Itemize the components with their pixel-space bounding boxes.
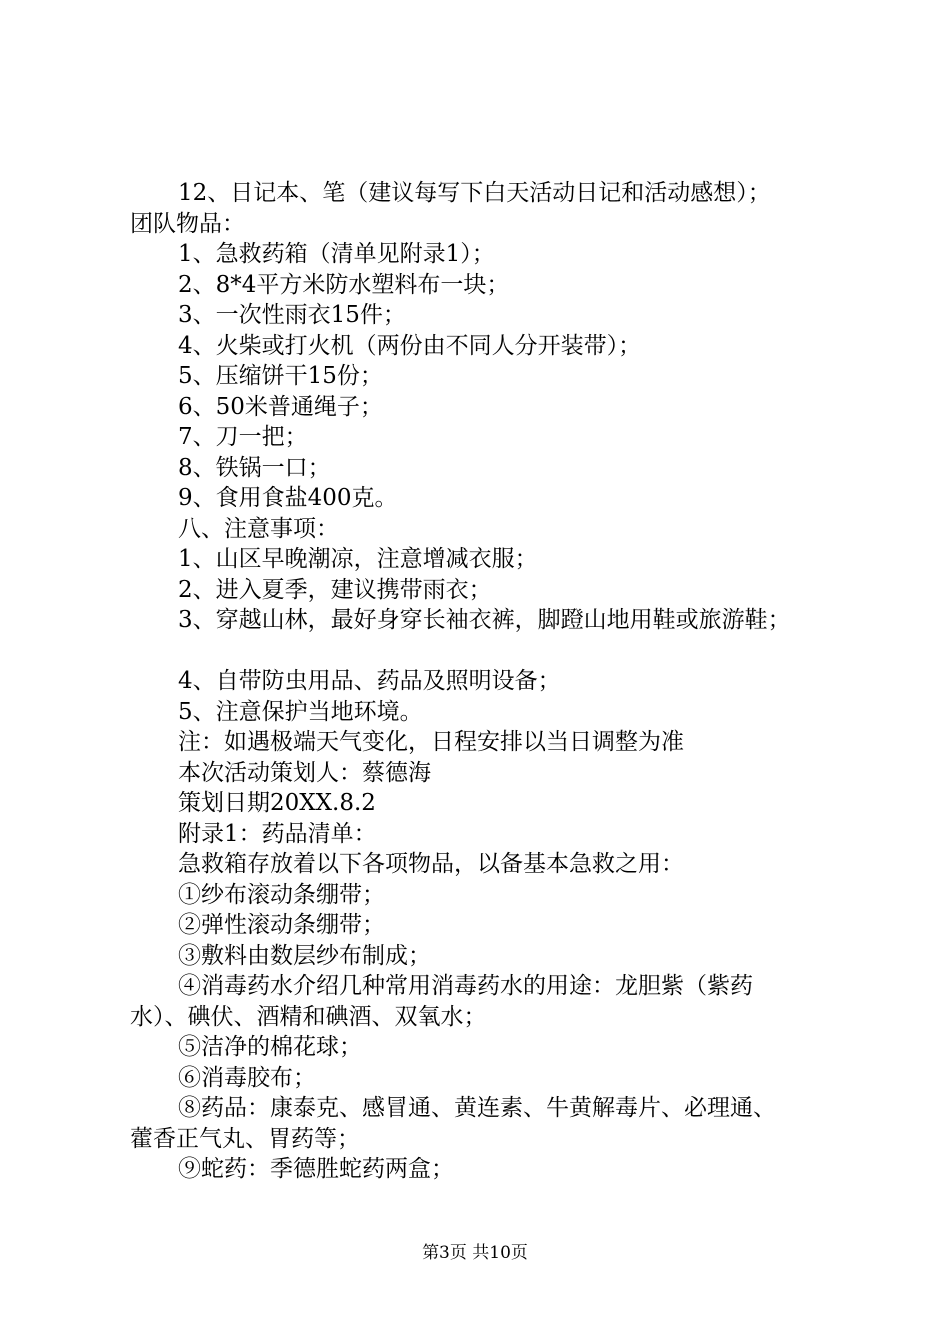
list-item-pot: 8、铁锅一口； [178,454,331,481]
note-item-footwear: 3、穿越山林，最好身穿长袖衣裤，脚蹬山地用鞋或旅游鞋； [178,607,791,633]
plan-date-line: 策划日期20XX.8.2 [178,790,376,816]
weather-note: 注：如遇极端天气变化，日程安排以当日调整为准 [178,729,684,755]
note-item-environment: 5、注意保护当地环境。 [178,698,423,725]
page-footer: 第3页 共10页 [422,1243,528,1263]
list-item-salt: 9、食用食盐400克。 [178,485,398,511]
appendix-heading: 附录1：药品清单： [178,820,377,847]
medkit-item-disinfectant: ④消毒药水介绍几种常用消毒药水的用途：龙胆紫（紫药 [178,973,753,999]
medkit-item-tape: ⑥消毒胶布； [178,1064,316,1091]
list-item-first-aid-kit: 1、急救药箱（清单见附录1）； [178,241,495,267]
list-item-knife: 7、刀一把； [178,424,308,450]
list-item-diary: 12、日记本、笔（建议每写下白天活动日记和活动感想）； [178,180,771,206]
section-heading-notes: 八、注意事项： [178,515,339,542]
document-body [130,178,850,1185]
medkit-item-medicines-cont: 藿香正气丸、胃药等； [130,1125,360,1152]
medkit-item-snake-medicine: ⑨蛇药：季德胜蛇药两盒； [178,1156,454,1182]
list-item-matches: 4、火柴或打火机（两份由不同人分开装带）； [178,332,642,359]
planner-line: 本次活动策划人：蔡德海 [178,759,431,786]
paragraph-spacer [130,636,850,667]
medkit-item-medicines: ⑧药品：康泰克、感冒通、黄连素、牛黄解毒片、必理通、 [178,1095,776,1121]
section-heading-team-items: 团队物品： [130,210,245,237]
medkit-item-dressing: ③敷料由数层纱布制成； [178,942,431,969]
note-item-insect-repellent: 4、自带防虫用品、药品及照明设备； [178,668,561,694]
medkit-item-elastic-bandage: ②弹性滚动条绷带； [178,912,385,938]
medkit-item-disinfectant-cont: 水）、碘伏、酒精和碘酒、双氧水； [130,1003,487,1030]
medkit-item-cotton-balls: ⑤洁净的棉花球； [178,1034,362,1060]
note-item-clothing: 1、山区早晚潮凉，注意增减衣服； [178,546,538,572]
list-item-raincoats: 3、一次性雨衣15件； [178,302,406,328]
list-item-biscuits: 5、压缩饼干15份； [178,363,383,389]
note-item-raincoat: 2、进入夏季，建议携带雨衣； [178,576,492,603]
medkit-item-gauze-bandage: ①纱布滚动条绷带； [178,881,385,908]
appendix-intro: 急救箱存放着以下各项物品，以备基本急救之用： [178,851,684,877]
list-item-rope: 6、50米普通绳子； [178,393,383,420]
list-item-tarp: 2、8*4平方米防水塑料布一块； [178,271,510,298]
